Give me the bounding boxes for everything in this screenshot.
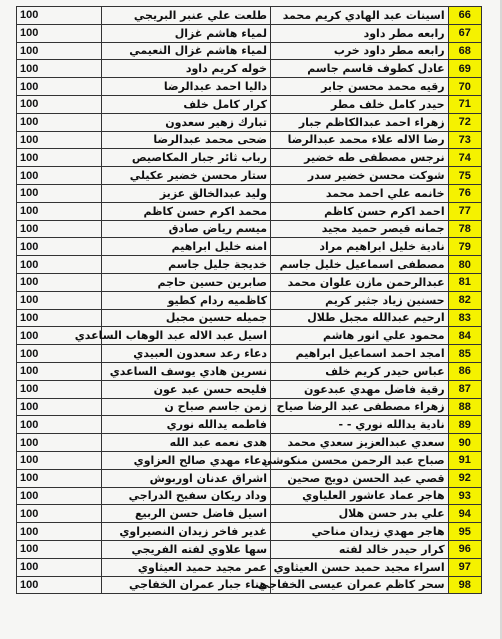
student-name-cell: مصطفى اسماعيل خليل جاسم	[271, 256, 449, 274]
row-number-cell: 70	[448, 78, 481, 96]
guardian-name-cell: صابرين حسين حاجم	[102, 273, 271, 291]
row-number-cell: 85	[448, 345, 481, 363]
row-number-cell: 90	[448, 434, 481, 452]
guardian-name-cell: لمياء هاشم غزال النعيمي	[102, 42, 271, 60]
score-cell: 100	[17, 78, 102, 96]
student-name-cell: هاجر مهدي زيدان مناحي	[271, 523, 449, 541]
student-name-cell: سعدي عبدالعزيز سعدي محمد	[271, 434, 449, 452]
guardian-name-cell: تبارك زهير سعدون	[102, 113, 271, 131]
guardian-name-cell: نسرين هادي يوسف الساعدي	[102, 362, 271, 380]
score-cell: 100	[17, 167, 102, 185]
row-number-cell: 87	[448, 380, 481, 398]
student-name-cell: رقيه محمد محسن جابر	[271, 78, 449, 96]
guardian-name-cell: زمن جاسم صباح ن	[102, 398, 271, 416]
row-number-cell: 72	[448, 113, 481, 131]
table-row	[17, 184, 482, 202]
guardian-name-cell: دعاء مهدي صالح العزاوي	[102, 451, 271, 469]
guardian-name-cell: سها علاوي لفته الفريجي	[102, 540, 271, 558]
row-number-cell: 91	[448, 451, 481, 469]
guardian-name-cell: كاظميه ردام كطيو	[102, 291, 271, 309]
table-row	[17, 451, 482, 469]
row-number-cell: 76	[448, 184, 481, 202]
score-cell: 100	[17, 398, 102, 416]
score-cell: 100	[17, 7, 102, 25]
score-cell: 100	[17, 469, 102, 487]
guardian-name-cell: دعاء رعد سعدون العبيدي	[102, 345, 271, 363]
student-name-cell: رقية فاضل مهدي عبدعون	[271, 380, 449, 398]
table-row	[17, 540, 482, 558]
row-number-cell: 88	[448, 398, 481, 416]
table-row	[17, 398, 482, 416]
table-row	[17, 523, 482, 541]
table-row	[17, 362, 482, 380]
student-name-cell: صباح عبد الرحمن محسن منكوشي	[271, 451, 449, 469]
score-cell: 100	[17, 42, 102, 60]
student-name-cell: جمانه قيصر حميد مجيد	[271, 220, 449, 238]
table-row	[17, 202, 482, 220]
score-cell: 100	[17, 558, 102, 576]
score-cell: 100	[17, 362, 102, 380]
student-name-cell: سحر كاظم عمران عيسى الخفاجي	[271, 576, 449, 594]
table-row	[17, 238, 482, 256]
row-number-cell: 74	[448, 149, 481, 167]
guardian-name-cell: داليا احمد عبدالرضا	[102, 78, 271, 96]
row-number-cell: 71	[448, 95, 481, 113]
student-name-cell: حسنين زياد جثير كريم	[271, 291, 449, 309]
score-cell: 100	[17, 576, 102, 594]
student-name-cell: نادية خليل ابراهيم مراد	[271, 238, 449, 256]
student-name-cell: امجد احمد اسماعيل ابراهيم	[271, 345, 449, 363]
guardian-name-cell: ضحى محمد عبدالرضا	[102, 131, 271, 149]
table-row	[17, 24, 482, 42]
guardian-name-cell: اسيل عبد الاله عبد الوهاب الساعدي	[102, 327, 271, 345]
student-name-cell: رابعه مطر داود خرب	[271, 42, 449, 60]
guardian-name-cell: خوله كريم داود	[102, 60, 271, 78]
table-row	[17, 95, 482, 113]
guardian-name-cell: عمر مجيد حميد العيثاوي	[102, 558, 271, 576]
guardian-name-cell: غدير فاخر زيدان النصيراوي	[102, 523, 271, 541]
table-row	[17, 7, 482, 25]
table-row	[17, 327, 482, 345]
student-name-cell: زهراء احمد عبدالكاظم جبار	[271, 113, 449, 131]
table-row	[17, 167, 482, 185]
row-number-cell: 92	[448, 469, 481, 487]
score-cell: 100	[17, 434, 102, 452]
row-number-cell: 75	[448, 167, 481, 185]
row-number-cell: 77	[448, 202, 481, 220]
score-cell: 100	[17, 273, 102, 291]
table-row	[17, 380, 482, 398]
table-row	[17, 576, 482, 594]
student-name-cell: عبدالرحمن مازن علوان محمد	[271, 273, 449, 291]
score-cell: 100	[17, 345, 102, 363]
score-cell: 100	[17, 451, 102, 469]
table-row	[17, 487, 482, 505]
table-row	[17, 220, 482, 238]
student-name-cell: رضا الاله علاء محمد عبدالرضا	[271, 131, 449, 149]
score-cell: 100	[17, 256, 102, 274]
guardian-name-cell: هدى نعمه عبد الله	[102, 434, 271, 452]
score-cell: 100	[17, 202, 102, 220]
guardian-name-cell: لمياء هاشم غزال	[102, 24, 271, 42]
table-row	[17, 42, 482, 60]
table-row	[17, 434, 482, 452]
table-row	[17, 256, 482, 274]
table-row	[17, 469, 482, 487]
score-cell: 100	[17, 131, 102, 149]
student-name-cell: حيدر كامل خلف مطر	[271, 95, 449, 113]
score-cell: 100	[17, 184, 102, 202]
guardian-name-cell: ميسم رياض صادق	[102, 220, 271, 238]
guardian-name-cell: وداد ريكان سفيح الدراجي	[102, 487, 271, 505]
guardian-name-cell: جميله حسين مجبل	[102, 309, 271, 327]
guardian-name-cell: فاطمه يدالله نوري	[102, 416, 271, 434]
table-row	[17, 291, 482, 309]
guardian-name-cell: رباب ثائر جبار المكاصيص	[102, 149, 271, 167]
student-name-cell: هاجر عماد عاشور العلياوي	[271, 487, 449, 505]
guardian-name-cell: طلعت علي عنبر البريجي	[102, 7, 271, 25]
student-name-cell: عادل كطوف قاسم جاسم	[271, 60, 449, 78]
score-cell: 100	[17, 238, 102, 256]
score-cell: 100	[17, 327, 102, 345]
score-cell: 100	[17, 416, 102, 434]
score-cell: 100	[17, 487, 102, 505]
table-row	[17, 505, 482, 523]
score-cell: 100	[17, 60, 102, 78]
table-row	[17, 60, 482, 78]
guardian-name-cell: محمد اكرم حسن كاظم	[102, 202, 271, 220]
score-cell: 100	[17, 113, 102, 131]
student-name-cell: عباس حيدر كريم خلف	[271, 362, 449, 380]
score-cell: 100	[17, 95, 102, 113]
table-row	[17, 113, 482, 131]
student-name-cell: علي بدر حسن هلال	[271, 505, 449, 523]
row-number-cell: 83	[448, 309, 481, 327]
row-number-cell: 81	[448, 273, 481, 291]
table-row	[17, 149, 482, 167]
table-row	[17, 345, 482, 363]
table-row	[17, 309, 482, 327]
row-number-cell: 67	[448, 24, 481, 42]
score-cell: 100	[17, 24, 102, 42]
table-body	[17, 7, 482, 594]
guardian-name-cell: امنه خليل ابراهيم	[102, 238, 271, 256]
student-name-cell: رابعه مطر داود	[271, 24, 449, 42]
row-number-cell: 95	[448, 523, 481, 541]
student-name-cell: شوكت محسن خضير سدر	[271, 167, 449, 185]
table-row	[17, 78, 482, 96]
guardian-name-cell: اشراق عدنان اوربوش	[102, 469, 271, 487]
row-number-cell: 93	[448, 487, 481, 505]
table-row	[17, 416, 482, 434]
score-cell: 100	[17, 291, 102, 309]
score-cell: 100	[17, 523, 102, 541]
row-number-cell: 66	[448, 7, 481, 25]
student-name-cell: زهراء مصطفى عبد الرضا صياح	[271, 398, 449, 416]
row-number-cell: 89	[448, 416, 481, 434]
student-name-cell: ارحيم عبدالله مجبل طلال	[271, 309, 449, 327]
guardian-name-cell: وليد عبدالخالق عزيز	[102, 184, 271, 202]
student-name-cell: كرار حيدر خالد لفته	[271, 540, 449, 558]
row-number-cell: 96	[448, 540, 481, 558]
row-number-cell: 79	[448, 238, 481, 256]
student-name-cell: محمود علي انور هاشم	[271, 327, 449, 345]
row-number-cell: 68	[448, 42, 481, 60]
score-cell: 100	[17, 309, 102, 327]
row-number-cell: 80	[448, 256, 481, 274]
student-name-cell: اسراء مجيد حميد حسن العيثاوي	[271, 558, 449, 576]
score-cell: 100	[17, 220, 102, 238]
student-list-table	[16, 6, 482, 594]
row-number-cell: 82	[448, 291, 481, 309]
row-number-cell: 97	[448, 558, 481, 576]
row-number-cell: 84	[448, 327, 481, 345]
guardian-name-cell: فليحه حسن عبد عون	[102, 380, 271, 398]
row-number-cell: 73	[448, 131, 481, 149]
table-row	[17, 131, 482, 149]
row-number-cell: 98	[448, 576, 481, 594]
guardian-name-cell: اسيل فاضل حسن الربيع	[102, 505, 271, 523]
table-row	[17, 558, 482, 576]
guardian-name-cell: كرار كامل خلف	[102, 95, 271, 113]
row-number-cell: 78	[448, 220, 481, 238]
row-number-cell: 69	[448, 60, 481, 78]
student-name-cell: نرجس مصطفى طه خضير	[271, 149, 449, 167]
score-cell: 100	[17, 540, 102, 558]
student-name-cell: اسينات عبد الهادي كريم محمد	[271, 7, 449, 25]
score-cell: 100	[17, 380, 102, 398]
guardian-name-cell: هناء جبار عمران الخفاجي	[102, 576, 271, 594]
student-name-cell: احمد اكرم حسن كاظم	[271, 202, 449, 220]
guardian-name-cell: خديجة جليل جاسم	[102, 256, 271, 274]
student-name-cell: نادية يدالله نوري - -	[271, 416, 449, 434]
guardian-name-cell: ستار محسن خضير عكيلي	[102, 167, 271, 185]
student-name-cell: قصي عبد الحسن دويج صحين	[271, 469, 449, 487]
row-number-cell: 94	[448, 505, 481, 523]
row-number-cell: 86	[448, 362, 481, 380]
table-row	[17, 273, 482, 291]
score-cell: 100	[17, 505, 102, 523]
student-name-cell: خانمه علي احمد محمد	[271, 184, 449, 202]
score-cell: 100	[17, 149, 102, 167]
